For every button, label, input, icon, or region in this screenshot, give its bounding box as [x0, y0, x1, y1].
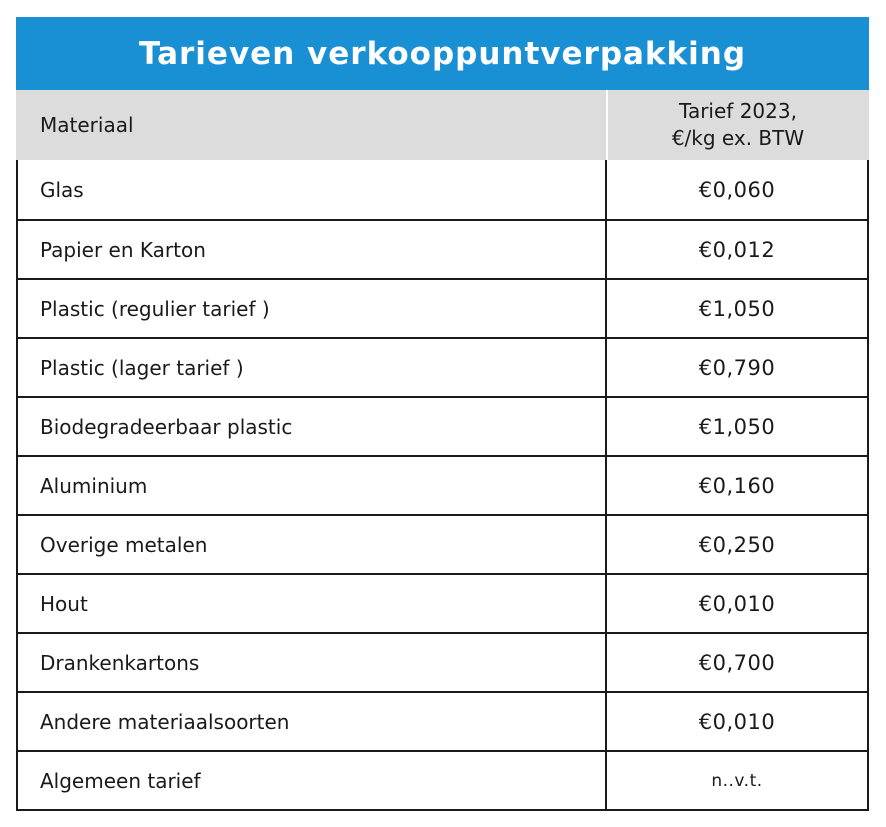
material-cell: Plastic (regulier tarief ): [18, 280, 607, 337]
table-body: [16, 160, 869, 811]
material-cell: Overige metalen: [18, 516, 607, 573]
rate-cell: €0,010: [698, 591, 776, 616]
table-row: [18, 691, 867, 750]
rate-cell: €0,160: [698, 473, 776, 498]
table-row: [18, 337, 867, 396]
table-title: Tarieven verkooppuntverpakking: [16, 17, 869, 90]
header-rate-line2: €/kg ex. BTW: [671, 126, 805, 150]
table-row: [18, 514, 867, 573]
tariff-table: [16, 17, 869, 811]
table-row: [18, 278, 867, 337]
table-row: [18, 455, 867, 514]
table-row: [18, 396, 867, 455]
rate-cell: €0,790: [698, 355, 776, 380]
material-cell: Biodegradeerbaar plastic: [18, 398, 607, 455]
table-row: [18, 573, 867, 632]
table-row: [18, 160, 867, 219]
rate-cell: €0,012: [698, 237, 776, 262]
material-cell: Plastic (lager tarief ): [18, 339, 607, 396]
table-row: [18, 632, 867, 691]
table-row: [18, 750, 867, 809]
rate-cell: €1,050: [698, 414, 776, 439]
material-cell: Drankenkartons: [18, 634, 607, 691]
header-row: [16, 90, 869, 160]
rate-cell: €0,700: [698, 650, 776, 675]
material-cell: Algemeen tarief: [18, 752, 607, 809]
rate-cell: €0,250: [698, 532, 776, 557]
header-rate-line1: Tarief 2023,: [679, 99, 797, 123]
material-cell: Andere materiaalsoorten: [18, 693, 607, 750]
header-rate: [608, 90, 868, 160]
header-material: Materiaal: [17, 90, 608, 160]
material-cell: Aluminium: [18, 457, 607, 514]
material-cell: Papier en Karton: [18, 221, 607, 278]
rate-cell: n..v.t.: [711, 770, 763, 791]
rate-cell: €0,060: [698, 177, 776, 202]
rate-cell: €0,010: [698, 709, 776, 734]
rate-cell: €1,050: [698, 296, 776, 321]
material-cell: Glas: [18, 160, 607, 219]
material-cell: Hout: [18, 575, 607, 632]
table-row: [18, 219, 867, 278]
